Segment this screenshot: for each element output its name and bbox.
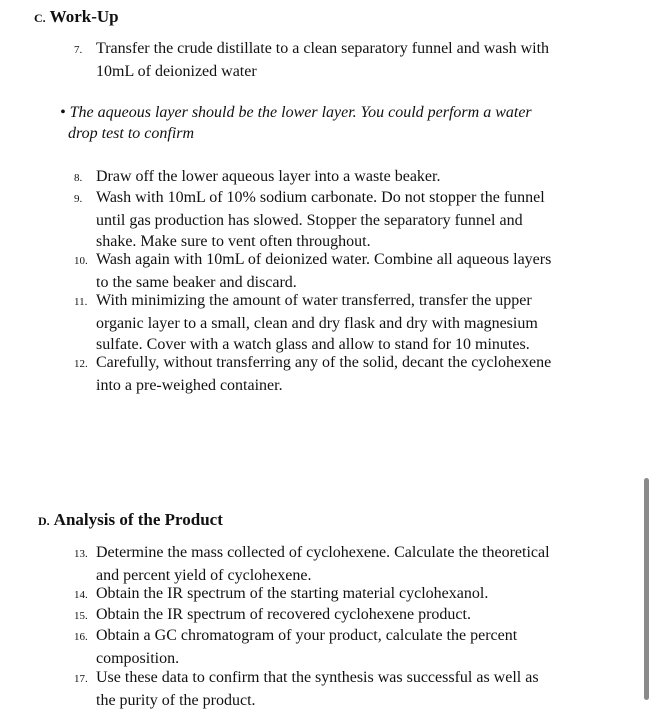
note-aqueous-layer — [60, 102, 620, 144]
step-15 — [74, 604, 634, 627]
step-text: Obtain the IR spectrum of recovered cyclohexene product. — [96, 606, 471, 623]
step-text: Obtain a GC chromatogram of your product, calculate the percent — [96, 627, 518, 644]
vertical-scrollbar[interactable] — [644, 478, 649, 700]
step-10 — [74, 249, 634, 293]
step-number: 11. — [74, 296, 88, 308]
step-14 — [74, 583, 634, 606]
section-c-letter: C. — [34, 11, 46, 25]
step-13 — [74, 542, 634, 586]
step-number: 12. — [74, 358, 88, 370]
bullet-icon: • — [60, 104, 66, 121]
step-text: sulfate. Cover with a watch glass and allow to stand for 10 minutes. — [96, 336, 530, 353]
section-d-title: Analysis of the Product — [53, 510, 223, 529]
step-text: Carefully, without transferring any of the solid, decant the cyclohexene — [96, 354, 552, 371]
step-text: Wash with 10mL of 10% sodium carbonate. Do not stopper the funnel — [96, 189, 545, 206]
step-text: Wash again with 10mL of deionized water. Combine all aqueous layers — [96, 251, 552, 268]
section-d-letter: D. — [38, 514, 50, 528]
step-number: 17. — [74, 673, 88, 685]
step-text: Use these data to confirm that the synthesis was successful as well as — [96, 669, 539, 686]
step-text: composition. — [96, 650, 180, 667]
step-16 — [74, 625, 634, 669]
step-number: 14. — [74, 589, 88, 601]
step-7 — [74, 38, 634, 82]
step-text: until gas production has slowed. Stopper the separatory funnel and — [96, 212, 523, 229]
step-text: organic layer to a small, clean and dry flask and dry with magnesium — [96, 315, 538, 332]
note-text: The aqueous layer should be the lower layer. You could perform a water — [69, 104, 532, 121]
step-number: 8. — [74, 172, 83, 184]
section-c-heading — [34, 7, 119, 27]
step-number: 15. — [74, 610, 88, 622]
step-text: the purity of the product. — [96, 692, 256, 709]
step-text: and percent yield of cyclohexene. — [96, 567, 312, 584]
step-number: 7. — [74, 44, 83, 56]
step-number: 10. — [74, 255, 88, 267]
step-number: 9. — [74, 193, 83, 205]
step-text: 10mL of deionized water — [96, 63, 257, 80]
step-text: Transfer the crude distillate to a clean separatory funnel and wash with — [96, 40, 550, 57]
step-11 — [74, 290, 634, 355]
step-text: Obtain the IR spectrum of the starting material cyclohexanol. — [96, 585, 489, 602]
step-text: Determine the mass collected of cyclohexene. Calculate the theoretical — [96, 544, 550, 561]
step-text: to the same beaker and discard. — [96, 274, 297, 291]
step-12 — [74, 352, 634, 396]
section-c-title: Work-Up — [49, 7, 119, 26]
step-text: Draw off the lower aqueous layer into a waste beaker. — [96, 168, 441, 185]
note-text: drop test to confirm — [68, 125, 195, 142]
section-d-heading — [38, 510, 223, 530]
step-text: shake. Make sure to vent often throughout. — [96, 233, 371, 250]
step-8 — [74, 166, 634, 189]
step-text: With minimizing the amount of water transferred, transfer the upper — [96, 292, 532, 309]
step-number: 16. — [74, 631, 88, 643]
step-number: 13. — [74, 548, 88, 560]
step-text: into a pre-weighed container. — [96, 377, 283, 394]
step-17 — [74, 667, 634, 711]
step-9 — [74, 187, 634, 252]
